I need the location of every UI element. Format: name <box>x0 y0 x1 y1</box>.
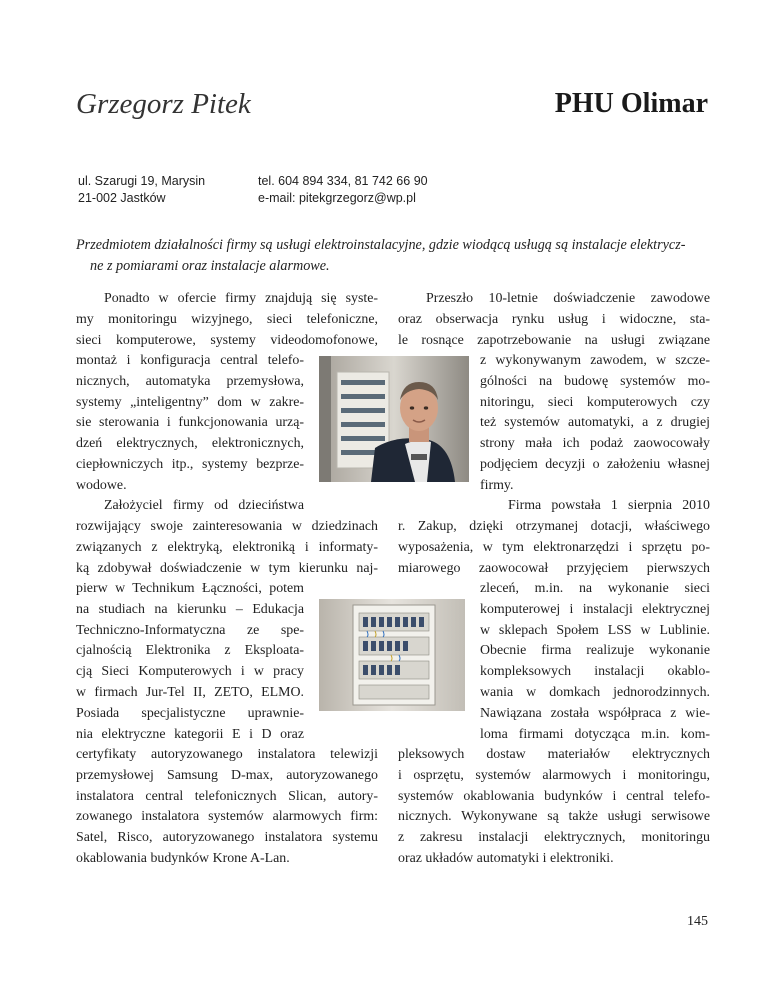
text-line: zleceń, m.in. na wykonanie sieci <box>480 581 710 596</box>
text-line: le rosnące zapotrzebowanie na usługi związane <box>398 332 710 348</box>
right-paragraph-1-top <box>398 289 710 351</box>
text-line: wodowe. <box>76 477 127 493</box>
text-line: montaż i konfiguracja central telefo- <box>76 353 304 368</box>
text-line: podjęciem decyzji o założeniu własnej <box>480 456 710 472</box>
right-paragraph-1-wrap <box>480 351 710 497</box>
text-line: nitoringu, sieci komputerowych czy <box>480 394 710 410</box>
text-line: Założyciel firmy od dzieciństwa <box>104 498 304 513</box>
text-line: dzeń elektrycznych, elektronicznych, <box>76 436 304 452</box>
text-line: okablowania budynków Krone A-Lan. <box>76 850 290 866</box>
text-line: sieci komputerowe, systemy videodomofonowe, <box>76 332 378 348</box>
text-line: i osprzętu, systemów alarmowych i monitoringu, <box>398 767 710 783</box>
text-line: oraz obserwacja rynku usług i widoczne, sta- <box>398 311 710 327</box>
text-line: zowanego instalatora systemów alarmowych firm: <box>76 809 378 825</box>
email-address: e-mail: pitekgrzegorz@wp.pl <box>258 191 416 205</box>
text-line: Satel, Risco, autoryzowanego instalatora systemu <box>76 830 378 846</box>
address-line-2: 21-002 Jastków <box>78 191 166 205</box>
contact-block <box>258 173 428 207</box>
text-line: Nawiązana została współpraca z wie- <box>480 705 710 721</box>
text-line: Firma powstała 1 sierpnia 2010 <box>508 498 710 513</box>
text-line: my monitoringu wizyjnego, sieci telefoniczne, <box>76 311 378 327</box>
text-line: wyposażenia, w tym elektronarzędzi i sprzętu po- <box>398 539 710 555</box>
text-line: strony mała ich podaż zaowocowały <box>480 436 710 452</box>
text-line: miarowego zaowocował przyjęciem pierwszych <box>398 560 710 576</box>
text-line: Ponadto w ofercie firmy znajdują się syste- <box>104 291 378 306</box>
text-line: Obecnie firma realizuje wykonanie <box>480 643 710 659</box>
intro-line-2: ne z pomiarami oraz instalacje alarmowe. <box>90 258 330 274</box>
phone-numbers: tel. 604 894 334, 81 742 66 90 <box>258 174 428 188</box>
right-paragraph-2-wrap <box>480 579 710 745</box>
text-line: gólności na budowę systemów mo- <box>480 373 710 389</box>
text-line: też systemów automatyki, a z drugiej <box>480 415 710 431</box>
text-line: pierw w Technikum Łączności, potem <box>76 581 304 596</box>
text-line: systemy „inteligentny” dom w zakre- <box>76 394 304 410</box>
left-paragraph-2-full-a <box>76 517 378 579</box>
right-paragraph-2-full-a <box>398 517 710 579</box>
photo-owner-portrait <box>319 356 469 482</box>
text-line: ciepłowniczych itp., systemy bezprze- <box>76 456 304 472</box>
text-line: wania w domkach jednorodzinnych. <box>480 684 710 700</box>
text-line: certyfikaty autoryzowanego instalatora telewizji <box>76 747 378 762</box>
text-line: oraz układów automatyki i elektroniki. <box>398 850 614 866</box>
text-line: nia elektryczne kategorii E i D oraz <box>76 726 304 742</box>
photo-electrical-panel <box>319 599 465 711</box>
portrait-illustration <box>319 356 469 482</box>
text-line: w sklepach Społem LSS w Lublinie. <box>480 622 710 638</box>
text-line: sie sterowania i funkcjonowania urzą- <box>76 415 304 431</box>
text-line: związanych z elektryką, elektroniką i informaty- <box>76 539 378 555</box>
text-line: Przeszło 10-letnie doświadczenie zawodowe <box>426 291 710 306</box>
text-line: rozwijający swoje zainteresowania w dziedzinach <box>76 519 378 534</box>
text-line: loma firmami dotycząca m.in. kom- <box>480 726 710 742</box>
text-line: ką zdobywał doświadczenie w tym kierunku naj- <box>76 560 378 576</box>
left-paragraph-1-wrap <box>76 351 304 497</box>
page-number: 145 <box>687 914 708 929</box>
right-paragraph-2-full-b <box>398 745 710 870</box>
left-paragraph-2-first <box>76 496 304 517</box>
text-line: z wykonywanym zawodem, w szcze- <box>480 353 710 368</box>
text-line: cjalnością Elektronika z Eksploata- <box>76 643 304 659</box>
text-line: Techniczno-Informatyczna ze spe- <box>76 622 304 638</box>
left-paragraph-1-top <box>76 289 378 351</box>
text-line: r. Zakup, dzięki otrzymanej dotacji, właściwego <box>398 519 710 534</box>
person-name: Grzegorz Pitek <box>76 88 251 120</box>
text-line: systemów okablowania budynków i central telefo- <box>398 788 710 804</box>
text-line: nicznych, automatyka przemysłowa, <box>76 373 304 389</box>
intro-line-1: Przedmiotem działalności firmy są usługi elektroinstalacyjne, gdzie wiodącą usługą są instalacje elektrycz- <box>76 237 686 253</box>
left-paragraph-2-wrap <box>76 579 304 745</box>
text-line: przemysłowej Samsung D-max, autoryzowanego <box>76 767 378 783</box>
panel-illustration <box>319 599 465 711</box>
text-line: w firmach Jur-Tel II, ZETO, ELMO. <box>76 684 304 700</box>
address-block <box>78 173 205 207</box>
text-line: komputerowej i instalacji elektrycznej <box>480 601 710 617</box>
intro-paragraph <box>76 235 710 277</box>
text-line: instalatora central telefonicznych Slican, autory- <box>76 788 378 804</box>
text-line: z zakresu instalacji elektrycznych, monitoringu <box>398 830 710 846</box>
left-paragraph-2-full-b <box>76 745 378 870</box>
text-line: Posiada specjalistyczne uprawnie- <box>76 705 304 721</box>
text-line: firmy. <box>480 477 514 493</box>
text-line: cją Sieci Komputerowych i w pracy <box>76 664 304 680</box>
text-line: pleksowych dostaw materiałów elektrycznych <box>398 747 710 762</box>
text-line: na studiach na kierunku – Edukacja <box>76 601 304 617</box>
text-line: kompleksowych instalacji okablo- <box>480 664 710 680</box>
text-line: nicznych. Wykonywane są także usługi serwisowe <box>398 809 710 825</box>
company-name: PHU Olimar <box>554 88 708 119</box>
address-line-1: ul. Szarugi 19, Marysin <box>78 174 206 188</box>
right-paragraph-2-first <box>480 496 710 517</box>
